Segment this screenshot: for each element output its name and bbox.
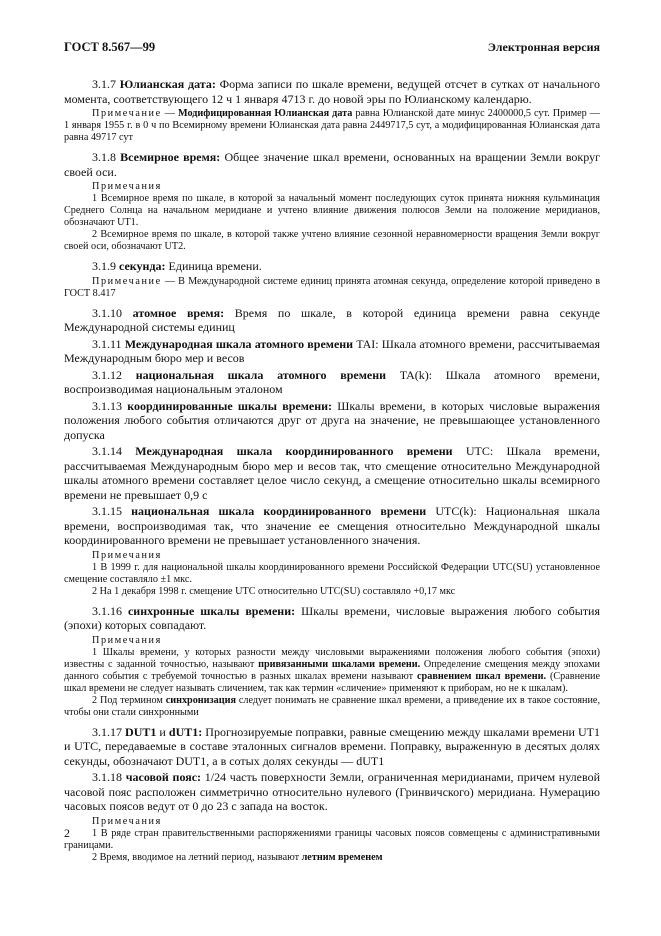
bold-term: DUT1 — [125, 724, 157, 739]
note-text — [64, 276, 600, 300]
text-run: TAI: Шкала атомного времени, рассчитываемая Международным бюро мер и весов — [64, 336, 601, 365]
note-text — [64, 229, 600, 253]
text-run: 3.1.7 — [92, 77, 120, 91]
text-run: равна Юлианской дате минус 2400000,5 сут. Пример — 1 января 1955 г. в 0 ч по Всемирному времени Юлианская дата равна 2449717,5 сут, а модифицированная Юлианская дата равна 49717 сут — [64, 108, 600, 143]
text-run: и — [156, 724, 169, 739]
bold-term: национальная шкала атомного времени — [135, 367, 387, 382]
note-text — [64, 695, 600, 719]
standard-code: ГОСТ 8.567—99 — [64, 40, 156, 54]
text-run: Определение смещения между эпохами данного события с требуемой точностью в разных шкалах времени называют — [64, 658, 600, 682]
text-run: UTC: Шкала времени, рассчитываемая Международным бюро мер и весов так, что смещение относительно Международной шкалы атомного времени составляет целое число секунд, а смещение относительно шкалы всемирного времени не превышает 0,9 с — [64, 444, 601, 502]
text-run: следует понимать не сравнение шкал времени, а приведение их в такое состояние, чтобы они стали синхронными — [64, 694, 600, 718]
text-run: 3.1.13 — [92, 398, 128, 413]
term-definition — [64, 770, 600, 814]
text-run: 2 На 1 декабря 1998 г. смещение UTC относительно UTC(SU) составляло +0,17 мкс — [92, 585, 456, 597]
text-run: 2 Время, вводимое на летний период, называют — [92, 851, 302, 863]
text-run: 3.1.15 — [92, 504, 132, 518]
term-definition — [64, 337, 600, 366]
bold-term: национальная шкала координированного времени — [131, 504, 427, 518]
note-label: Примечание — [92, 275, 162, 287]
bold-term: привязанными шкалами времени. — [258, 658, 421, 670]
note-text — [64, 562, 600, 586]
text-run: 3.1.8 — [92, 150, 121, 164]
text-run: 2 Под термином — [92, 694, 166, 706]
text-run: TA(k): Шкала атомного времени, воспроизводимая национальным эталоном — [64, 367, 600, 396]
document-body — [64, 77, 600, 864]
term-definition — [64, 604, 600, 633]
text-run: Прогнозируемые поправки, равные смещению между шкалами времени UT1 и UTC, передаваемые в составе эталонных сигналов времени. Поправку, выраженную в десятых долях секунды, обозначают DUT1, а в сотых долях секунды — dUT1 — [64, 724, 600, 768]
notes-heading: Примечания — [92, 634, 162, 646]
notes-heading: Примечания — [92, 549, 162, 561]
notes-heading: Примечания — [92, 181, 162, 192]
text-run: 3.1.11 — [92, 336, 125, 351]
note-text — [64, 852, 600, 864]
note-text — [64, 586, 600, 598]
text-run: 3.1.14 — [92, 444, 136, 458]
text-run: 1 В 1999 г. для национальной шкалы координированного времени Российской Федерации UTC(SU) установленное смещение составляло ±1 мкс. — [64, 561, 600, 585]
note-label: Примечание — [92, 108, 162, 119]
term-definition — [64, 444, 600, 502]
bold-term: координированные шкалы времени: — [127, 398, 333, 413]
term-definition — [64, 725, 600, 769]
bold-term: Всемирное время: — [120, 150, 221, 164]
text-run: 3.1.17 — [92, 724, 126, 739]
text-run: 3.1.12 — [92, 367, 136, 382]
text-run: 1 В ряде стран правительственными распоряжениями границы часовых поясов совмещены с административными границами. — [64, 827, 600, 851]
term-definition — [64, 150, 600, 179]
text-run: (Сравнение шкал времени не следует называть сличением, так как термин «сличение» применяют к приборам, но не к шкалам). — [64, 670, 601, 694]
bold-term: сравнением шкал времени. — [417, 670, 547, 682]
note-text — [64, 108, 600, 144]
term-definition — [64, 399, 600, 443]
bold-term: Международная шкала атомного времени — [124, 336, 354, 351]
term-definition — [64, 306, 600, 335]
version-label: Электронная версия — [487, 40, 600, 54]
text-run: 1/24 часть поверхности Земли, ограниченная меридианами, причем нулевой часовой пояс расположен симметрично относительно нулевого (Гринвичского) меридиана. Нумерацию часовых поясов ведут от 0 до 23 с запада на восток. — [64, 770, 600, 813]
text-run: — — [161, 108, 178, 119]
text-run: Время по шкале, в которой единица времени равна секунде Международной системы единиц — [64, 305, 600, 334]
notes-heading: Примечания — [92, 815, 162, 827]
bold-term: синхронные шкалы времени: — [127, 603, 296, 618]
text-run: 3.1.10 — [92, 305, 133, 320]
bold-term: dUT1: — [168, 724, 203, 739]
note-text — [64, 828, 600, 852]
text-run: Общее значение шкал времени, основанных на вращении Земли вокруг своей оси. — [64, 150, 600, 179]
text-run: Шкалы времени, числовые выражения любого события (эпохи) которых совпадают. — [64, 603, 600, 632]
text-run: — В Международной системе единиц принята атомная секунда, определение которой приведено в ГОСТ 8.417 — [64, 275, 600, 299]
term-definition — [64, 368, 600, 397]
text-run: 1 Всемирное время по шкале, в которой за начальный момент последующих суток принята нижняя кульминация Среднего Солнца на начальном меридиане и учтено влияние движения полюсов Земли на положение меридианов, обозначают UT1. — [64, 193, 600, 228]
term-definition — [64, 504, 600, 548]
bold-term: синхронизация — [165, 694, 236, 706]
running-header — [64, 40, 600, 55]
bold-term: летним временем — [301, 851, 383, 863]
bold-term: Юлианская дата: — [119, 77, 216, 91]
text-run: UTC(k): Национальная шкала времени, воспроизводимая так, что значение ее смещения относительно Международной шкалы координированного времени не превышает установленного значения. — [64, 504, 600, 547]
text-run: Форма записи по шкале времени, ведущей отсчет в сутках от начального момента, соответствующего 12 ч 1 января 4713 г. до новой эры по Юлианскому календарю. — [64, 77, 601, 106]
term-definition — [64, 77, 600, 106]
text-run: 3.1.16 — [92, 603, 128, 618]
note-text — [64, 647, 600, 695]
term-definition — [64, 259, 600, 274]
bold-term: Модифицированная Юлианская дата — [177, 108, 353, 119]
text-run: Единица времени. — [165, 259, 262, 273]
bold-term: атомное время: — [132, 305, 225, 320]
document-page — [64, 40, 600, 864]
text-run: 2 Всемирное время по шкале, в которой также учтено влияние сезонной неравномерности вращения Земли вокруг своей оси, обозначают UT2. — [64, 229, 600, 252]
bold-term: часовой пояс: — [125, 770, 202, 784]
bold-term: Международная шкала координированного времени — [135, 444, 453, 458]
text-run: Шкалы времени, в которых числовые выражения положения любого события отличаются друг от друга на значение, не превышающее установленного допуска — [64, 398, 601, 442]
page-number: 2 — [64, 826, 70, 840]
text-run: 1 Шкалы времени, у которых разности между числовыми выражениями положения любого события (эпохи) известны с заданной точностью, называют — [64, 646, 600, 670]
bold-term: секунда: — [119, 259, 166, 273]
text-run: 3.1.9 — [92, 259, 119, 273]
text-run: 3.1.18 — [92, 770, 126, 784]
note-text — [64, 193, 600, 229]
